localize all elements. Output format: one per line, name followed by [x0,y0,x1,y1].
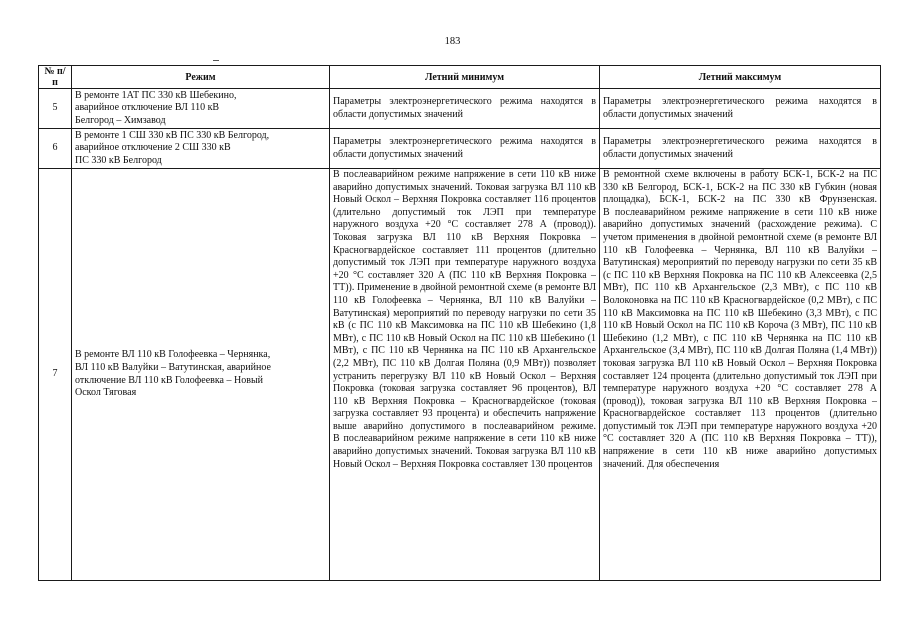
table-row [39,89,881,129]
summer-max-paragraph: В послеаварийном режиме напряжение в сети 110 кВ ниже аварийно допустимых значений (расхождение режима). С учетом применения в двойной ремонтной схеме (в ремонте ВЛ 110 кВ Голофеевка – Чернянка, ВЛ 110 кВ Валуйки – Ватутинская) мероприятий по переводу нагрузки по сети 35 кВ (с ПС 110 кВ Верхняя Покровка на ПС 110 кВ Алексеевка (2,5 МВт), ПС 110 кВ Архангельское (2,3 МВт), с ПС 110 кВ Волоконовка на ПС 110 кВ Красногвардейское (0,2 МВт), с ПС 110 кВ Максимовка на ПС 110 кВ Шебекино (3,3 МВт), с ПС 110 кВ Новый Оскол на ПС 110 кВ Короча (3 МВт), ПС 110 кВ Шебекино (1,2 МВт), с ПС 110 кВ Чернянка на ПС 110 кВ Архангельское (3,4 МВт), ПС 110 кВ Долгая Поляна (1,4 МВт)) токовая загрузка ВЛ 110 кВ Новый Оскол – Верхняя Покровка составляет 124 процента (длительно допустимый ток ЛЭП при температуре наружного воздуха +20 °С составляет 278 А (провод)), токовая загрузка ВЛ 110 кВ Верхняя Покровка – Красногвардейское составляет 113 процентов (длительно допустимый ток ЛЭП при температуре наружного воздуха +20 °С составляет 320 А (ПС 110 кВ Верхняя Покровка – ТТ)), напряжение в сети 110 кВ ниже аварийно допустимых значений. Для обеспечения [603,206,877,470]
header-dash-mark [213,60,219,61]
summer-max-result: Параметры электроэнергетического режима находятся в области допустимых значений [600,89,881,129]
regime-description: В ремонте 1АТ ПС 330 кВ Шебекино, аварийное отключение ВЛ 110 кВ Белгород – Химзавод [72,89,330,129]
summer-min-paragraph: В послеаварийном режиме напряжение в сети 110 кВ ниже аварийно допустимых значений. Токовая загрузка ВЛ 110 кВ Новый Оскол – Верхняя Покровка составляет 116 процентов (длительно допустимый ток ЛЭП при температуре наружного воздуха +20 °С составляет 278 А (провод)). Токовая загрузка ВЛ 110 кВ Верхняя Покровка – Красногвардейское составляет 111 процентов (длительно допустимый ток ЛЭП при температуре наружного воздуха +20 °С составляет 320 А (ПС 110 кВ Верхняя Покровка – ТТ)). Применение в двойной ремонтной схеме (в ремонте ВЛ 110 кВ Голофеевка – Чернянка, ВЛ 110 кВ Валуйки – Ватутинская) мероприятий по переводу нагрузки по сети 35 кВ (с ПС 110 кВ Максимовка на ПС 110 кВ Шебекино (1,8 МВт), с ПС 110 кВ Новый Оскол на ПС 110 кВ Шебекино (1 МВт), с ПС 110 кВ Чернянка на ПС 110 кВ Архангельское (2,2 МВт), ПС 110 кВ Долгая Поляна (0,9 МВт)) позволяет устранить перегрузку ВЛ 110 кВ Новый Оскол – Верхняя Покровка (токовая загрузка составляет 96 процентов), ВЛ 110 кВ Верхняя Покровка – Красногвардейское (токовая загрузка составляет 93 процента) и обеспечить напряжение выше аварийно допустимого в послеаварийном режиме. [333,169,596,432]
summer-max-result [600,169,881,581]
row-number: 7 [39,169,72,581]
regime-table [38,65,881,581]
summer-max-paragraph: В ремонтной схеме включены в работу БСК-1, БСК-2 на ПС 330 кВ Белгород, БСК-1, БСК-2 на ПС 330 кВ Губкин (новая площадка), БСК-1, БСК-2 на ПС 330 кВ Фрунзенская. [603,169,877,206]
summer-min-result: Параметры электроэнергетического режима находятся в области допустимых значений [330,129,600,169]
summer-max-result: Параметры электроэнергетического режима находятся в области допустимых значений [600,129,881,169]
col-header-number: № п/п [39,66,72,89]
page-number: 183 [444,36,461,47]
table-row [39,169,881,581]
table-row [39,129,881,169]
col-header-summer-max: Летний максимум [600,66,881,89]
row-number: 6 [39,129,72,169]
col-header-summer-min: Летний минимум [330,66,600,89]
table-header-row [39,66,881,89]
summer-min-paragraph: В послеаварийном режиме напряжение в сети 110 кВ ниже аварийно допустимых значений. Токовая загрузка ВЛ 110 кВ Новый Оскол – Верхняя Покровка составляет 130 процентов [333,433,596,470]
regime-description: В ремонте ВЛ 110 кВ Голофеевка – Чернянка, ВЛ 110 кВ Валуйки – Ватутинская, аварийное отключение ВЛ 110 кВ Голофеевка – Новый Оскол Тяговая [72,169,330,581]
summer-min-result: Параметры электроэнергетического режима находятся в области допустимых значений [330,89,600,129]
summer-min-result [330,169,600,581]
col-header-regime: Режим [72,66,330,89]
row-number: 5 [39,89,72,129]
regime-description: В ремонте 1 СШ 330 кВ ПС 330 кВ Белгород, аварийное отключение 2 СШ 330 кВ ПС 330 кВ Белгород [72,129,330,169]
